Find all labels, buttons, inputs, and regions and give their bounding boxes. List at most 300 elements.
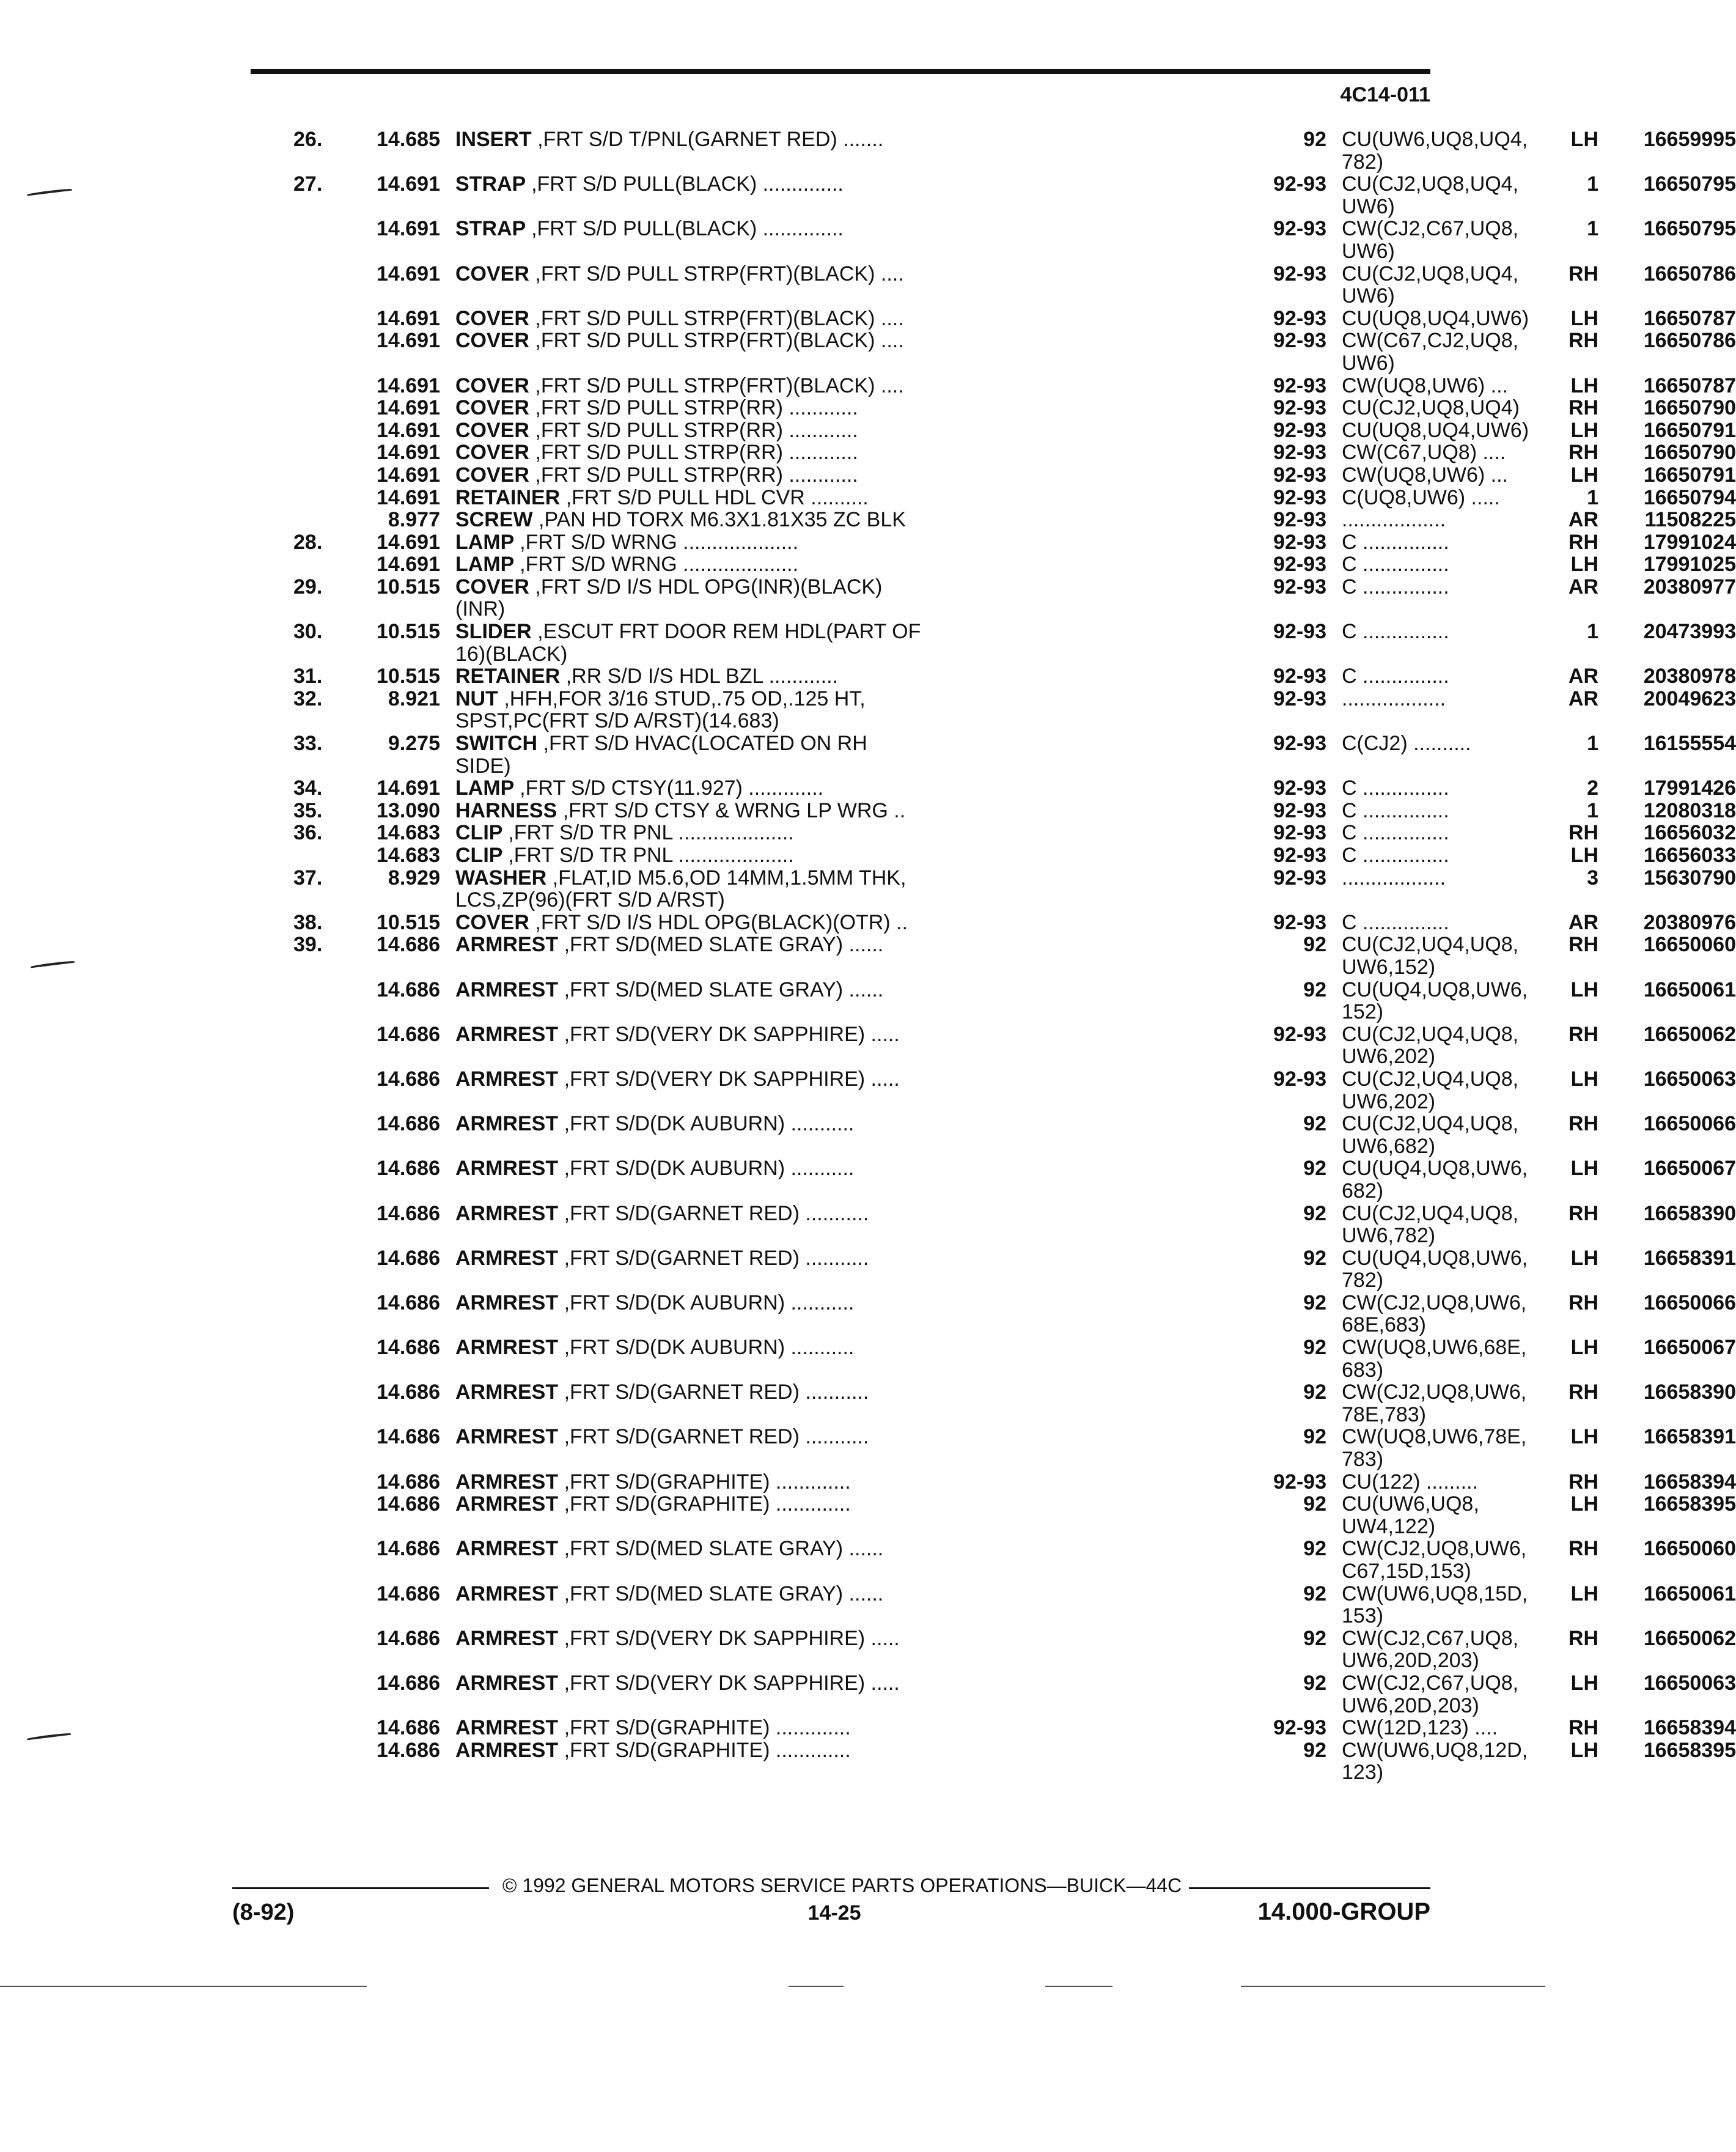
- quantity: LH: [1570, 1246, 1598, 1270]
- parts-row: [293, 418, 1736, 442]
- parts-row: [293, 1135, 1443, 1158]
- copyright-notice: © 1992 GENERAL MOTORS SERVICE PARTS OPERATIONS—BUICK—44C: [502, 1874, 1182, 1896]
- part-description: [455, 1583, 1244, 1605]
- part-detail: ,FRT S/D PULL STRP(FRT)(BLACK) ....: [535, 306, 904, 330]
- part-number: 16650066: [1643, 1112, 1736, 1136]
- part-description: [455, 1292, 1244, 1314]
- parts-row: [293, 196, 1443, 218]
- model-codes: CU(UQ8,UQ4,UW6): [1342, 306, 1529, 330]
- part-description: [455, 665, 1244, 688]
- model-years: 92-93: [1273, 485, 1326, 509]
- part-detail: ,PAN HD TORX M6.3X1.81X35 ZC BLK: [539, 508, 906, 532]
- part-description: [455, 1381, 1244, 1404]
- parts-row: [293, 1448, 1443, 1471]
- part-detail: ,FRT S/D PULL STRP(RR) ............: [535, 418, 858, 442]
- model-years: 92-93: [1273, 553, 1326, 577]
- parts-row: [293, 1560, 1471, 1583]
- part-description: [455, 800, 1244, 822]
- quantity: RH: [1568, 530, 1598, 554]
- part-number: 16650790: [1643, 396, 1736, 420]
- model-years: 92-93: [1273, 396, 1326, 420]
- part-name: SWITCH: [455, 732, 538, 756]
- model-codes: CU(UQ8,UQ4,UW6): [1342, 418, 1529, 442]
- part-detail: ,FRT S/D(GRAPHITE) .............: [564, 1492, 851, 1516]
- quantity: LH: [1570, 844, 1598, 867]
- model-codes: C(CJ2) ..........: [1342, 732, 1471, 756]
- ref-number: 39.: [293, 933, 323, 957]
- group-number: 10.515: [377, 910, 440, 934]
- parts-row: [293, 1626, 1736, 1650]
- model-years: 92-93: [1273, 463, 1326, 487]
- quantity: RH: [1568, 396, 1598, 420]
- part-number: 16650061: [1643, 1582, 1736, 1605]
- model-codes: 152): [1342, 1000, 1384, 1024]
- group-number: 14.686: [377, 1470, 440, 1494]
- part-detail: ,FRT S/D(MED SLATE GRAY) ......: [564, 1537, 884, 1561]
- model-codes: CW(UW6,UQ8,12D,: [1342, 1738, 1528, 1762]
- part-number: 16659995: [1643, 128, 1736, 151]
- part-name: COVER: [455, 418, 529, 442]
- model-codes: ..................: [1342, 508, 1446, 532]
- part-name: ARMREST: [455, 1738, 559, 1762]
- model-years: 92-93: [1273, 217, 1326, 241]
- part-name: ARMREST: [455, 1582, 559, 1605]
- part-name: ARMREST: [455, 1246, 559, 1270]
- model-years: 92-93: [1273, 306, 1326, 330]
- model-codes: 782): [1342, 1269, 1384, 1292]
- part-description: [455, 822, 1244, 844]
- part-detail: ,FRT S/D PULL STRP(FRT)(BLACK) ....: [535, 374, 904, 397]
- model-codes: CU(122) .........: [1342, 1470, 1478, 1494]
- parts-row: [293, 643, 1443, 666]
- part-name: COVER: [455, 374, 529, 397]
- group-number: 14.686: [377, 1291, 440, 1314]
- quantity: AR: [1568, 575, 1598, 599]
- group-number: 14.691: [377, 306, 440, 330]
- part-name: COVER: [455, 575, 529, 599]
- part-number: 16656033: [1643, 844, 1736, 867]
- model-years: 92: [1303, 933, 1326, 957]
- model-codes: C ...............: [1342, 798, 1449, 822]
- part-number: 16650795: [1643, 172, 1736, 196]
- part-name: ARMREST: [455, 1336, 559, 1360]
- part-number: 17991426: [1643, 776, 1736, 800]
- group-number: 14.686: [377, 1671, 440, 1695]
- group-number: 14.691: [377, 172, 440, 196]
- parts-row: [293, 172, 1736, 196]
- model-years: 92-93: [1273, 441, 1326, 465]
- part-detail: ,ESCUT FRT DOOR REM HDL(PART OF: [537, 620, 921, 644]
- group-number: 14.691: [377, 262, 440, 286]
- model-years: 92-93: [1273, 575, 1326, 599]
- part-number: 16650795: [1643, 217, 1736, 241]
- part-name: ARMREST: [455, 1626, 559, 1650]
- group-number: 14.691: [377, 217, 440, 241]
- group-number: 14.686: [377, 1246, 440, 1270]
- part-detail: ,FRT S/D CTSY(11.927) .............: [520, 776, 824, 800]
- model-codes: ..................: [1342, 687, 1446, 710]
- part-number: 16650066: [1643, 1291, 1736, 1314]
- group-number: 9.275: [388, 732, 440, 756]
- part-number: 20380978: [1643, 665, 1736, 688]
- part-detail: LCS,ZP(96)(FRT S/D A/RST): [455, 888, 725, 912]
- part-name: COVER: [455, 463, 529, 487]
- group-number: 14.686: [377, 1067, 440, 1091]
- model-codes: UW6,20D,203): [1342, 1649, 1479, 1673]
- part-detail: ,FRT S/D(GARNET RED) ...........: [564, 1425, 869, 1449]
- quantity: 3: [1587, 866, 1598, 890]
- group-number: 14.686: [377, 1492, 440, 1516]
- parts-row: [293, 844, 1736, 867]
- group-number: 13.090: [377, 798, 440, 822]
- parts-row: [293, 1314, 1443, 1336]
- part-description: [455, 531, 1244, 554]
- part-name: ARMREST: [455, 1470, 559, 1494]
- parts-row: [293, 1380, 1736, 1404]
- model-codes: UW6,20D,203): [1342, 1693, 1479, 1717]
- part-detail: ,FRT S/D(DK AUBURN) ...........: [564, 1112, 855, 1136]
- parts-row: [293, 798, 1736, 822]
- quantity: LH: [1570, 374, 1598, 397]
- group-number: 14.691: [377, 329, 440, 353]
- quantity: RH: [1568, 821, 1598, 845]
- part-name: STRAP: [455, 217, 526, 241]
- quantity: 1: [1587, 798, 1598, 822]
- ref-number: 29.: [293, 575, 323, 599]
- model-codes: UW6): [1342, 194, 1395, 218]
- footer-rule: [232, 1887, 489, 1889]
- part-detail: ,FRT S/D(MED SLATE GRAY) ......: [564, 978, 884, 1001]
- model-codes: C ...............: [1342, 530, 1449, 554]
- ref-number: 27.: [293, 172, 323, 196]
- part-detail: ,FRT S/D(MED SLATE GRAY) ......: [564, 933, 884, 957]
- part-description: [455, 732, 1244, 755]
- parts-row: [293, 732, 1736, 756]
- group-number: 8.929: [388, 866, 440, 890]
- model-codes: UW6): [1342, 239, 1395, 263]
- part-name: ARMREST: [455, 1291, 559, 1314]
- model-codes: UW6,152): [1342, 955, 1436, 979]
- part-name: INSERT: [455, 128, 532, 151]
- parts-row: [293, 575, 1736, 599]
- quantity: LH: [1570, 128, 1598, 151]
- part-number: 16650794: [1643, 485, 1736, 509]
- part-description: [455, 576, 1244, 599]
- model-codes: CW(CJ2,C67,UQ8,: [1342, 217, 1519, 241]
- binder-mark: [27, 1733, 71, 1741]
- model-codes: UW6): [1342, 351, 1395, 375]
- model-years: 92: [1303, 978, 1326, 1001]
- model-years: 92: [1303, 1246, 1326, 1270]
- part-detail: ,FRT S/D(DK AUBURN) ...........: [564, 1336, 855, 1360]
- part-number: 16650787: [1643, 374, 1736, 397]
- parts-row: [293, 1246, 1736, 1270]
- quantity: RH: [1568, 933, 1598, 957]
- part-detail: ,FRT S/D TR PNL ....................: [508, 844, 794, 867]
- part-detail: ,FRT S/D HVAC(LOCATED ON RH: [543, 732, 867, 756]
- part-detail: ,FRT S/D(VERY DK SAPPHIRE) .....: [564, 1067, 900, 1091]
- parts-row: [293, 1582, 1736, 1605]
- part-detail: ,FRT S/D(GARNET RED) ...........: [564, 1201, 869, 1225]
- group-number: 14.686: [377, 1716, 440, 1740]
- parts-row: [293, 1492, 1736, 1516]
- ref-number: 30.: [293, 620, 323, 644]
- part-number: 16650786: [1643, 262, 1736, 286]
- model-years: 92-93: [1273, 262, 1326, 286]
- model-years: 92: [1303, 1291, 1326, 1314]
- part-description: [455, 553, 1244, 576]
- model-years: 92-93: [1273, 172, 1326, 196]
- part-number: 12080318: [1643, 798, 1736, 822]
- part-name: LAMP: [455, 553, 514, 577]
- model-years: 92: [1303, 1380, 1326, 1404]
- part-description: [455, 441, 1244, 464]
- model-years: 92: [1303, 1537, 1326, 1561]
- binder-mark: [31, 960, 75, 968]
- ref-number: 26.: [293, 128, 323, 151]
- part-description: [455, 330, 1244, 352]
- part-name: ARMREST: [455, 1157, 559, 1181]
- model-codes: 782): [1342, 150, 1384, 174]
- quantity: RH: [1568, 1626, 1598, 1650]
- quantity: RH: [1568, 1716, 1598, 1740]
- group-label: 14.000-GROUP: [1257, 1898, 1430, 1925]
- group-number: 14.691: [377, 374, 440, 397]
- parts-row: [293, 1022, 1736, 1046]
- quantity: LH: [1570, 1582, 1598, 1605]
- part-description: [455, 755, 1244, 778]
- part-name: COVER: [455, 910, 529, 934]
- part-name: ARMREST: [455, 1492, 559, 1516]
- part-number: 16650067: [1643, 1157, 1736, 1181]
- model-years: 92-93: [1273, 821, 1326, 845]
- model-codes: UW6,202): [1342, 1089, 1436, 1113]
- model-years: 92-93: [1273, 776, 1326, 800]
- part-number: 20049623: [1643, 687, 1736, 710]
- quantity: RH: [1568, 1022, 1598, 1046]
- parts-row: [293, 978, 1736, 1001]
- quantity: LH: [1570, 1067, 1598, 1091]
- part-description: [455, 710, 1244, 732]
- parts-row: [293, 441, 1736, 465]
- quantity: RH: [1568, 1537, 1598, 1561]
- part-description: [455, 867, 1244, 890]
- parts-row: [293, 755, 1443, 778]
- parts-row: [293, 553, 1736, 577]
- model-codes: CW(UW6,UQ8,15D,: [1342, 1582, 1528, 1605]
- model-codes: CW(UQ8,UW6) ...: [1342, 374, 1508, 397]
- part-name: HARNESS: [455, 798, 557, 822]
- part-description: [455, 1538, 1244, 1560]
- ref-number: 28.: [293, 530, 323, 554]
- part-name: RETAINER: [455, 485, 561, 509]
- quantity: LH: [1570, 1336, 1598, 1360]
- part-number: 16650067: [1643, 1336, 1736, 1360]
- model-codes: CW(CJ2,UQ8,UW6,: [1342, 1291, 1527, 1314]
- group-number: 14.683: [377, 844, 440, 867]
- part-detail: ,FRT S/D PULL STRP(FRT)(BLACK) ....: [535, 329, 904, 353]
- part-description: [455, 263, 1244, 286]
- parts-row: [293, 1201, 1736, 1225]
- edition-date: (8-92): [232, 1900, 295, 1925]
- part-number: 11508225: [1644, 508, 1736, 532]
- quantity: RH: [1568, 441, 1598, 465]
- part-detail: ,FRT S/D(VERY DK SAPPHIRE) .....: [564, 1671, 900, 1695]
- parts-row: [293, 889, 1443, 912]
- part-description: [455, 1471, 1244, 1494]
- ref-number: 32.: [293, 687, 323, 710]
- model-years: 92-93: [1273, 1067, 1326, 1091]
- part-number: 16650790: [1643, 441, 1736, 465]
- quantity: 1: [1587, 217, 1598, 241]
- parts-row: [293, 910, 1736, 934]
- ref-number: 37.: [293, 866, 323, 890]
- model-years: 92: [1303, 1112, 1326, 1136]
- parts-row: [293, 1291, 1736, 1314]
- group-number: 10.515: [377, 665, 440, 688]
- part-name: ARMREST: [455, 1380, 559, 1404]
- part-number: 16658390: [1643, 1380, 1736, 1404]
- model-codes: C ...............: [1342, 575, 1449, 599]
- group-number: 14.691: [377, 530, 440, 554]
- model-codes: ..................: [1342, 866, 1446, 890]
- part-number: 16658395: [1643, 1738, 1736, 1762]
- model-years: 92: [1303, 1201, 1326, 1225]
- model-codes: CU(CJ2,UQ8,UQ4,: [1342, 262, 1519, 286]
- model-codes: 682): [1342, 1179, 1384, 1203]
- part-detail: ,FRT S/D PULL STRP(RR) ............: [535, 463, 858, 487]
- group-number: 14.691: [377, 418, 440, 442]
- part-name: LAMP: [455, 530, 514, 554]
- parts-row: [293, 1537, 1736, 1561]
- group-number: 14.686: [377, 978, 440, 1001]
- model-years: 92-93: [1273, 732, 1326, 756]
- quantity: LH: [1570, 1492, 1598, 1516]
- parts-row: [293, 687, 1736, 710]
- parts-row: [293, 1516, 1443, 1538]
- model-codes: C ...............: [1342, 620, 1449, 644]
- part-description: [455, 397, 1244, 419]
- model-years: 92-93: [1273, 530, 1326, 554]
- part-description: [455, 844, 1244, 867]
- top-rule: [251, 69, 1430, 74]
- part-name: RETAINER: [455, 665, 561, 688]
- part-name: STRAP: [455, 172, 526, 196]
- part-name: CLIP: [455, 821, 502, 845]
- model-codes: CW(UQ8,UW6,78E,: [1342, 1425, 1527, 1449]
- part-name: ARMREST: [455, 1112, 559, 1136]
- scan-line: [1241, 1986, 1545, 1987]
- part-detail: ,FRT S/D PULL HDL CVR ..........: [565, 485, 869, 509]
- part-number: 16658394: [1643, 1716, 1736, 1740]
- group-number: 14.691: [377, 553, 440, 577]
- part-detail: ,RR S/D I/S HDL BZL ............: [565, 665, 838, 688]
- part-number: 20473993: [1643, 620, 1736, 644]
- parts-row: [293, 1269, 1443, 1292]
- parts-row: [293, 598, 1443, 621]
- model-years: 92-93: [1273, 1022, 1326, 1046]
- quantity: RH: [1568, 1470, 1598, 1494]
- parts-row: [293, 710, 1443, 732]
- group-number: 14.686: [377, 1425, 440, 1449]
- model-codes: CW(UQ8,UW6) ...: [1342, 463, 1508, 487]
- model-codes: C ...............: [1342, 910, 1449, 934]
- ref-number: 38.: [293, 910, 323, 934]
- model-codes: C ...............: [1342, 665, 1449, 688]
- part-number: 16650787: [1643, 306, 1736, 330]
- part-description: [455, 1068, 1244, 1091]
- model-codes: CW(12D,123) ....: [1342, 1716, 1498, 1740]
- part-name: COVER: [455, 441, 529, 465]
- quantity: 1: [1587, 172, 1598, 196]
- parts-row: [293, 329, 1736, 353]
- part-detail: ,FRT S/D TR PNL ....................: [508, 821, 794, 845]
- quantity: RH: [1568, 1112, 1598, 1136]
- model-years: 92-93: [1273, 665, 1326, 688]
- model-codes: CW(CJ2,UQ8,UW6,: [1342, 1380, 1527, 1404]
- model-years: 92-93: [1273, 620, 1326, 644]
- model-codes: 68E,683): [1342, 1313, 1426, 1337]
- quantity: LH: [1570, 978, 1598, 1001]
- model-codes: CU(CJ2,UQ4,UQ8,: [1342, 1112, 1519, 1136]
- part-description: [455, 598, 1244, 621]
- group-number: 10.515: [377, 575, 440, 599]
- model-years: 92: [1303, 1492, 1326, 1516]
- parts-row: [293, 933, 1736, 957]
- part-number: 20380977: [1643, 575, 1736, 599]
- part-description: [455, 308, 1244, 330]
- group-number: 14.686: [377, 1336, 440, 1360]
- part-name: LAMP: [455, 776, 514, 800]
- model-years: 92-93: [1273, 866, 1326, 890]
- part-detail: ,FRT S/D T/PNL(GARNET RED) .......: [537, 128, 884, 151]
- part-number: 16650791: [1643, 463, 1736, 487]
- part-detail: ,FRT S/D PULL STRP(RR) ............: [535, 441, 858, 465]
- group-number: 14.686: [377, 933, 440, 957]
- parts-row: [293, 508, 1736, 532]
- quantity: RH: [1568, 1201, 1598, 1225]
- group-number: 8.977: [388, 508, 440, 532]
- parts-row: [293, 1336, 1736, 1360]
- parts-row: [293, 1716, 1736, 1740]
- group-number: 14.686: [377, 1201, 440, 1225]
- quantity: 1: [1587, 732, 1598, 756]
- parts-row: [293, 485, 1736, 509]
- part-detail: ,FRT S/D WRNG ....................: [520, 553, 799, 577]
- model-years: 92-93: [1273, 329, 1326, 353]
- parts-row: [293, 1225, 1443, 1247]
- model-codes: CW(CJ2,UQ8,UW6,: [1342, 1537, 1527, 1561]
- part-name: ARMREST: [455, 1425, 559, 1449]
- part-detail: ,FRT S/D I/S HDL OPG(INR)(BLACK): [535, 575, 883, 599]
- parts-list: [293, 128, 1736, 1785]
- model-years: 92: [1303, 1671, 1326, 1695]
- part-description: [455, 777, 1244, 800]
- model-codes: CU(CJ2,UQ8,UQ4,: [1342, 172, 1519, 196]
- parts-row: [293, 866, 1736, 890]
- part-name: ARMREST: [455, 933, 559, 957]
- part-detail: 16)(BLACK): [455, 642, 568, 666]
- model-years: 92: [1303, 1157, 1326, 1181]
- model-codes: C(UQ8,UW6) .....: [1342, 485, 1500, 509]
- parts-row: [293, 776, 1736, 800]
- model-years: 92-93: [1273, 1470, 1326, 1494]
- ref-number: 34.: [293, 776, 323, 800]
- part-name: ARMREST: [455, 1067, 559, 1091]
- part-description: [455, 621, 1244, 643]
- part-number: 16650791: [1643, 418, 1736, 442]
- part-description: [455, 1113, 1244, 1135]
